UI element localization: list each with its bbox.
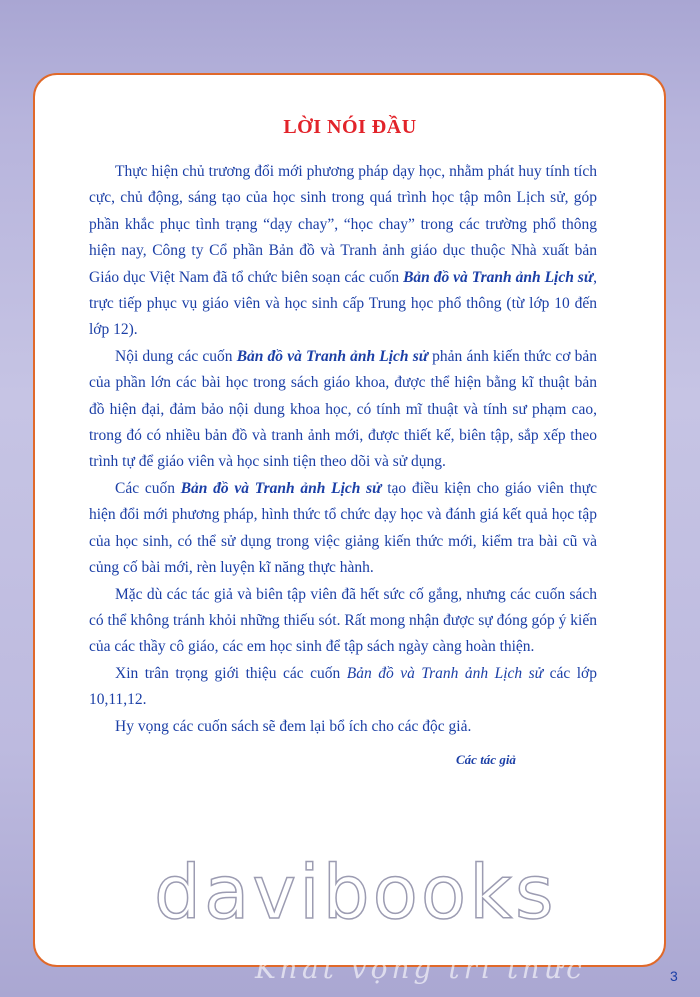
paragraph-4: Mặc dù các tác giả và biên tập viên đã hết sức cố gắng, nhưng các cuốn sách có thể không tránh khỏi những thiếu sót. Rất mong nhận được sự đóng góp ý kiến của các thầy cô giáo, các em học sinh để tập sách ngày càng hoàn thiện. [89, 585, 597, 656]
page-number: 3 [670, 968, 678, 984]
paragraph-6: Hy vọng các cuốn sách sẽ đem lại bổ ích cho các độc giả. [115, 717, 472, 735]
watermark-slogan: Khát vọng tri thức [255, 952, 586, 985]
book-title-ref: Bản đồ và Tranh ảnh Lịch sử [236, 347, 429, 365]
page-title: LỜI NÓI ĐẦU [283, 116, 417, 138]
paragraph-5-text-b: các lớp 10,11,12. [89, 664, 597, 709]
paragraph-1 [89, 159, 597, 344]
preface-body [89, 159, 597, 740]
paragraph-3-text-a: Các cuốn [115, 479, 181, 497]
signature: Các tác giả [456, 752, 516, 767]
paragraph-1-text-a: Thực hiện chủ trương đổi mới phương pháp dạy học, nhằm phát huy tính tích cực, chủ động, sáng tạo của học sinh trong quá trình học tập môn Lịch sử, góp phần khắc phục tình trạng “dạy chay”, “học chay” trong các trường phổ thông hiện nay, Công ty Cổ phần Bản đồ và Tranh ảnh giáo dục thuộc Nhà xuất bản Giáo dục Việt Nam đã tổ chức biên soạn các cuốn [89, 163, 597, 286]
paragraph-5-text-a: Xin trân trọng giới thiệu các cuốn [115, 664, 347, 682]
watermark-brand: davibooks [154, 850, 557, 936]
paragraph-5 [89, 661, 597, 714]
paragraph-1-text-b: , trực tiếp phục vụ giáo viên và học sinh cấp Trung học phổ thông (từ lớp 10 đến lớp 12). [89, 268, 597, 339]
paragraph-3-text-b: tạo điều kiện cho giáo viên thực hiện đổi mới phương pháp, hình thức tổ chức dạy học và đánh giá kết quả học tập của học sinh, có thể sử dụng trong việc giảng kiến thức mới, kiểm tra bài cũ và củng cố bài mới, rèn luyện kĩ năng thực hành. [89, 479, 597, 577]
paragraph-2-text-a: Nội dung các cuốn [115, 347, 237, 365]
paragraph-3 [89, 476, 597, 582]
paragraph-2 [89, 344, 597, 476]
book-title-ref: Bản đồ và Tranh ảnh Lịch sử [346, 664, 544, 682]
book-title-ref: Bản đồ và Tranh ảnh Lịch sử [403, 268, 594, 286]
paragraph-2-text-b: phản ánh kiến thức cơ bản của phần lớn các bài học trong sách giáo khoa, được thể hiện bằng kĩ thuật bản đồ hiện đại, đảm bảo nội dung khoa học, có tính mĩ thuật và tính sư phạm cao, trong đó có nhiều bản đồ và tranh ảnh mới, được thiết kế, biên tập, sắp xếp theo trình tự để giáo viên và học sinh tiện theo dõi và sử dụng. [89, 347, 597, 471]
book-title-ref: Bản đồ và Tranh ảnh Lịch sử [180, 479, 382, 497]
